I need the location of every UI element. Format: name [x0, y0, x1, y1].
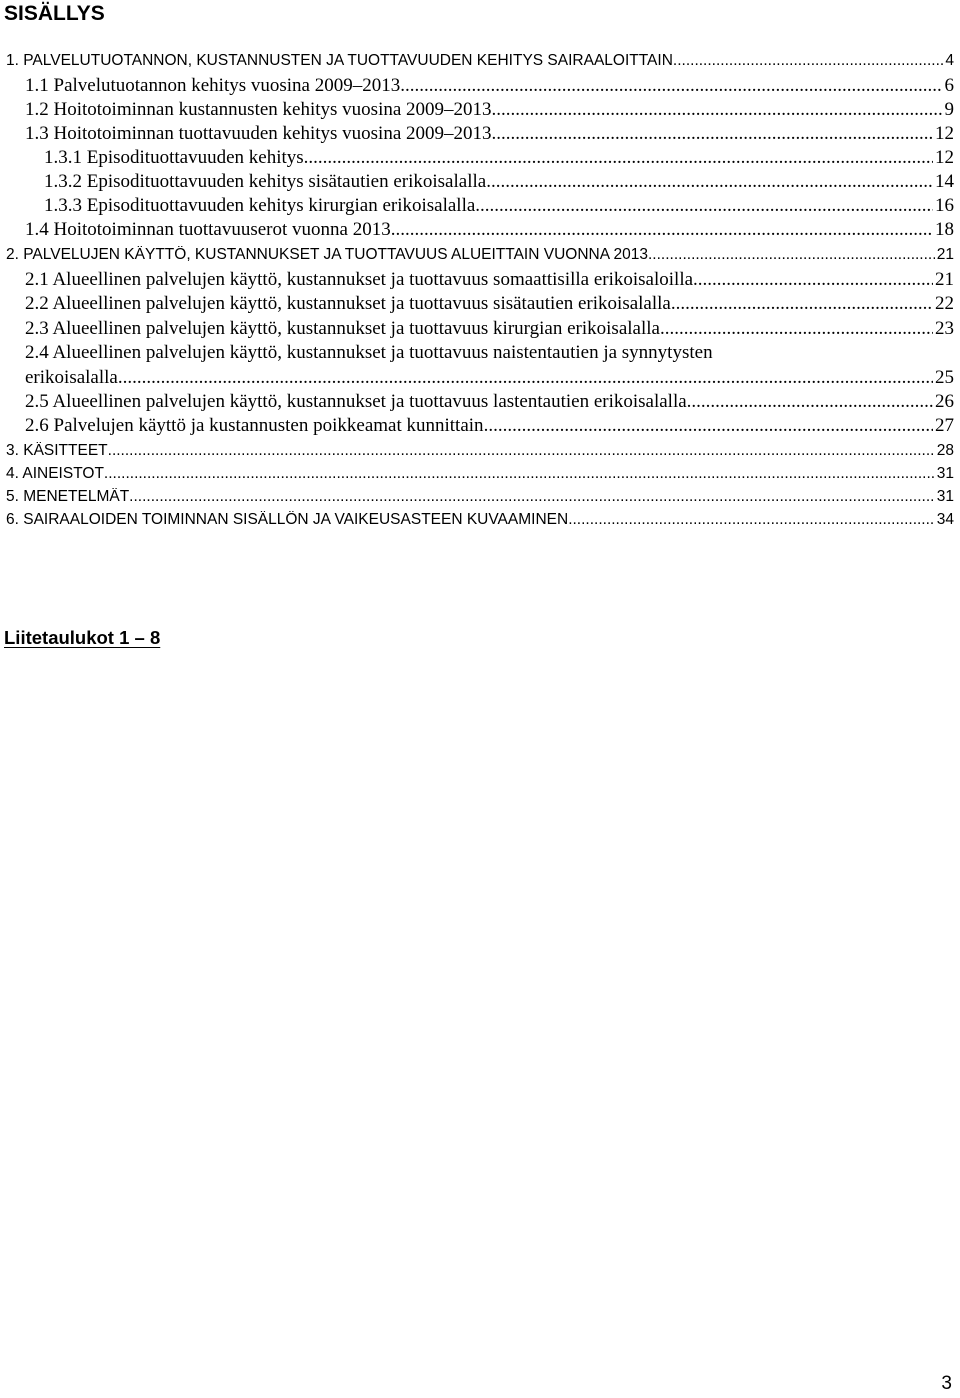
toc-entry-page: 31 — [936, 465, 954, 482]
toc-entry-label: 1.3 Hoitotoiminnan tuottavuuden kehitys vuosina 2009–2013 — [25, 123, 492, 144]
toc-leader — [492, 99, 943, 121]
toc-entry-label: 2.3 Alueellinen palvelujen käyttö, kustannukset ja tuottavuus kirurgian erikoisalalla — [25, 318, 660, 339]
toc-entry-page: 21 — [936, 246, 954, 263]
toc-entry-label: 1.4 Hoitotoiminnan tuottavuuserot vuonna 2013 — [25, 219, 391, 240]
toc-leader — [400, 75, 942, 97]
toc-entry[interactable] — [0, 99, 960, 123]
toc-leader — [671, 293, 933, 315]
toc-entry-label: 1.3.1 Episodituottavuuden kehitys — [44, 147, 304, 168]
toc-entry-page: 25 — [935, 367, 954, 388]
toc-leader — [492, 123, 933, 145]
toc-entry-label: 2.4 Alueellinen palvelujen käyttö, kustannukset ja tuottavuus naistentautien ja synnytysten — [25, 342, 713, 363]
toc-entry[interactable] — [0, 269, 960, 293]
toc-leader — [693, 269, 933, 291]
toc-leader — [391, 219, 933, 241]
toc-entry[interactable] — [0, 342, 960, 390]
toc-heading: SISÄLLYS — [4, 2, 105, 25]
toc-entry[interactable] — [0, 75, 960, 99]
toc-entry[interactable] — [0, 415, 960, 439]
toc-leader — [486, 171, 933, 193]
toc-leader — [484, 415, 933, 437]
toc-entry[interactable] — [0, 195, 960, 219]
toc-entry-label: 2.5 Alueellinen palvelujen käyttö, kustannukset ja tuottavuus lastentautien erikoisalalla — [25, 391, 687, 412]
toc-entry-page: 31 — [936, 488, 954, 505]
toc-entry[interactable] — [0, 171, 960, 195]
appendix-tables-link[interactable]: Liitetaulukot 1 – 8 — [4, 627, 161, 648]
toc-leader — [568, 511, 935, 529]
toc-entry[interactable] — [0, 441, 960, 465]
toc-entry-label: 2.2 Alueellinen palvelujen käyttö, kustannukset ja tuottavuus sisätautien erikoisalalla — [25, 293, 671, 314]
toc-leader — [673, 52, 943, 70]
toc-entry-label: 2. PALVELUJEN KÄYTTÖ, KUSTANNUKSET JA TUOTTAVUUS ALUEITTAIN VUONNA 2013 — [6, 246, 648, 263]
toc-entry-page: 12 — [935, 147, 954, 168]
toc-entry[interactable] — [0, 487, 960, 511]
toc-entry[interactable] — [0, 123, 960, 147]
toc-entry-page: 34 — [936, 511, 954, 528]
toc-entry[interactable] — [0, 464, 960, 488]
toc-entry-label: 2.1 Alueellinen palvelujen käyttö, kustannukset ja tuottavuus somaattisilla erikoisaloilla — [25, 269, 694, 290]
toc-entry[interactable] — [0, 391, 960, 415]
toc-entry[interactable] — [0, 50, 960, 74]
toc-leader — [475, 195, 933, 217]
toc-entry-page: 6 — [944, 75, 954, 96]
toc-entry-page: 12 — [935, 123, 954, 144]
toc-leader — [304, 147, 933, 169]
toc-entry-page: 16 — [935, 195, 954, 216]
toc-entry-page: 23 — [935, 318, 954, 339]
page-number: 3 — [941, 1373, 952, 1394]
toc-leader — [104, 465, 935, 483]
toc-entry-label: 1. PALVELUTUOTANNON, KUSTANNUSTEN JA TUOTTAVUUDEN KEHITYS SAIRAALOITTAIN — [6, 52, 673, 69]
toc-leader — [129, 488, 935, 506]
toc-entry-label: 1.3.3 Episodituottavuuden kehitys kirurgian erikoisalalla — [44, 195, 476, 216]
toc-entry-label: 3. KÄSITTEET — [6, 442, 108, 459]
toc-entry-label: 1.2 Hoitotoiminnan kustannusten kehitys vuosina 2009–2013 — [25, 99, 492, 120]
toc-leader — [687, 391, 933, 413]
toc-entry-label: 5. MENETELMÄT — [6, 488, 130, 505]
toc-leader — [118, 367, 933, 389]
toc-entry[interactable] — [0, 293, 960, 317]
toc-leader — [648, 246, 935, 264]
toc-entry[interactable] — [0, 219, 960, 243]
toc-entry[interactable] — [0, 147, 960, 171]
toc-entry[interactable] — [0, 245, 960, 269]
toc-entry-page: 14 — [935, 171, 954, 192]
toc-entry-page: 9 — [944, 99, 954, 120]
toc-entry[interactable] — [0, 510, 960, 534]
toc-leader — [108, 442, 935, 460]
toc-entry-page: 26 — [935, 391, 954, 412]
toc-entry-label: 1.1 Palvelutuotannon kehitys vuosina 2009–2013 — [25, 75, 401, 96]
toc-entry-page: 18 — [935, 219, 954, 240]
toc-entry-label: 2.6 Palvelujen käyttö ja kustannusten poikkeamat kunnittain — [25, 415, 484, 436]
toc-entry-label-continuation: erikoisalalla — [25, 367, 118, 388]
toc-entry-label: 6. SAIRAALOIDEN TOIMINNAN SISÄLLÖN JA VAIKEUSASTEEN KUVAAMINEN — [6, 511, 569, 528]
toc-entry-page: 28 — [936, 442, 954, 459]
toc-entry-label: 1.3.2 Episodituottavuuden kehitys sisätautien erikoisalalla — [44, 171, 487, 192]
toc-entry-page: 21 — [935, 269, 954, 290]
toc-entry-page: 22 — [935, 293, 954, 314]
toc-entry-page: 4 — [945, 52, 954, 69]
toc-entry-page: 27 — [935, 415, 954, 436]
toc-leader — [660, 318, 933, 340]
toc-entry-label: 4. AINEISTOT — [6, 465, 104, 482]
toc-entry[interactable] — [0, 318, 960, 342]
